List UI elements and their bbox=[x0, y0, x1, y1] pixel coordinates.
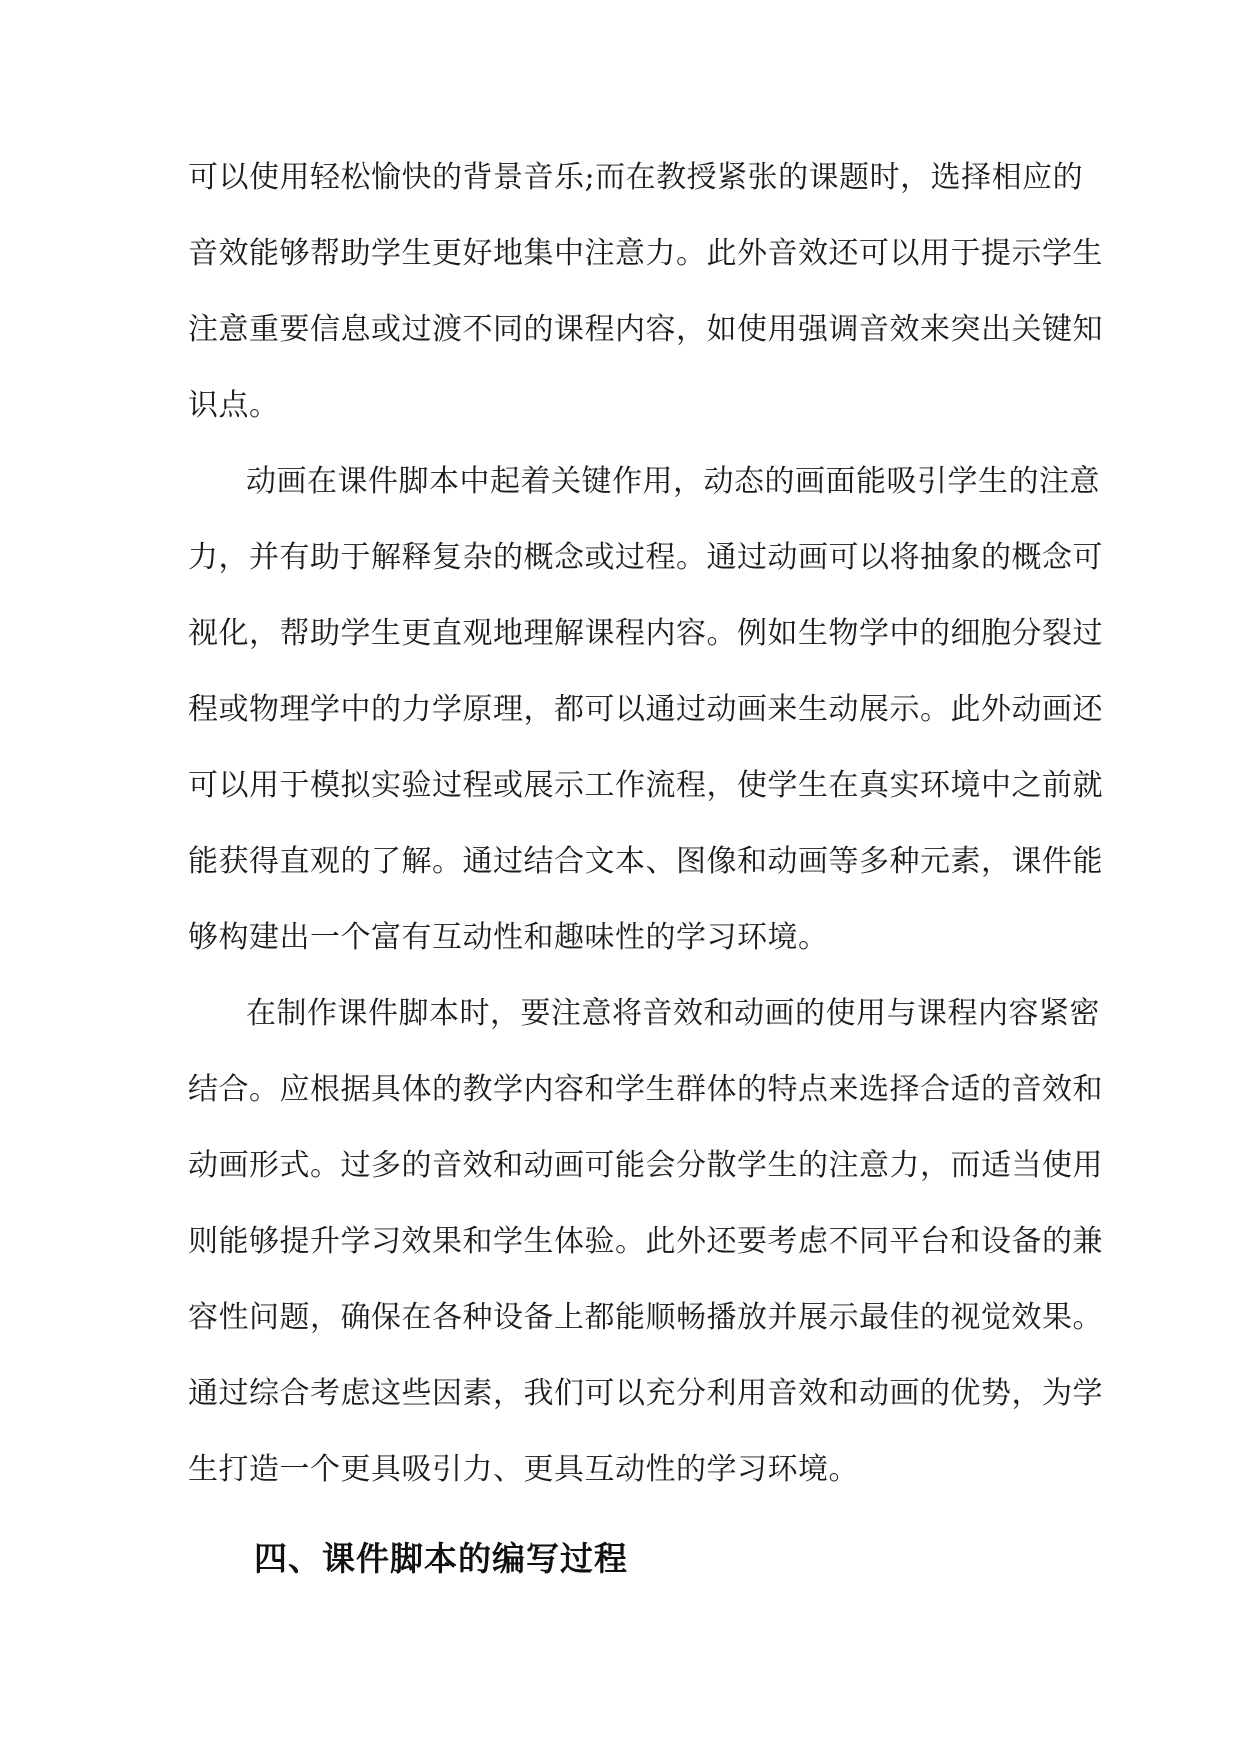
text-line: 在制作课件脚本时，要注意将音效和动画的使用与课程内容紧密 bbox=[246, 996, 1100, 1031]
text-line: 能获得直观的了解。通过结合文本、图像和动画等多种元素，课件能 bbox=[188, 844, 1103, 879]
text-line: 音效能够帮助学生更好地集中注意力。此外音效还可以用于提示学生 bbox=[188, 236, 1103, 271]
text-line: 可以用于模拟实验过程或展示工作流程，使学生在真实环境中之前就 bbox=[188, 768, 1103, 803]
text-line: 视化，帮助学生更直观地理解课程内容。例如生物学中的细胞分裂过 bbox=[188, 616, 1103, 651]
text-line: 生打造一个更具吸引力、更具互动性的学习环境。 bbox=[188, 1452, 859, 1487]
body-text bbox=[188, 140, 1103, 1508]
text-line: 力，并有助于解释复杂的概念或过程。通过动画可以将抽象的概念可 bbox=[188, 540, 1103, 575]
text-line: 动画形式。过多的音效和动画可能会分散学生的注意力，而适当使用 bbox=[188, 1148, 1103, 1183]
text-line: 容性问题，确保在各种设备上都能顺畅播放并展示最佳的视觉效果。 bbox=[188, 1300, 1103, 1335]
text-line: 则能够提升学习效果和学生体验。此外还要考虑不同平台和设备的兼 bbox=[188, 1224, 1103, 1259]
section-heading: 四、课件脚本的编写过程 bbox=[254, 1539, 628, 1578]
text-line: 识点。 bbox=[188, 388, 280, 423]
paragraph-1 bbox=[188, 140, 1103, 444]
text-line: 动画在课件脚本中起着关键作用，动态的画面能吸引学生的注意 bbox=[246, 464, 1100, 499]
paragraph-2 bbox=[188, 444, 1103, 976]
text-line: 注意重要信息或过渡不同的课程内容，如使用强调音效来突出关键知 bbox=[188, 312, 1103, 347]
text-line: 结合。应根据具体的教学内容和学生群体的特点来选择合适的音效和 bbox=[188, 1072, 1103, 1107]
text-line: 够构建出一个富有互动性和趣味性的学习环境。 bbox=[188, 920, 829, 955]
text-line: 可以使用轻松愉快的背景音乐;而在教授紧张的课题时，选择相应的 bbox=[188, 160, 1084, 195]
text-line: 通过综合考虑这些因素，我们可以充分利用音效和动画的优势，为学 bbox=[188, 1376, 1103, 1411]
paragraph-3 bbox=[188, 976, 1103, 1508]
text-line: 程或物理学中的力学原理，都可以通过动画来生动展示。此外动画还 bbox=[188, 692, 1103, 727]
